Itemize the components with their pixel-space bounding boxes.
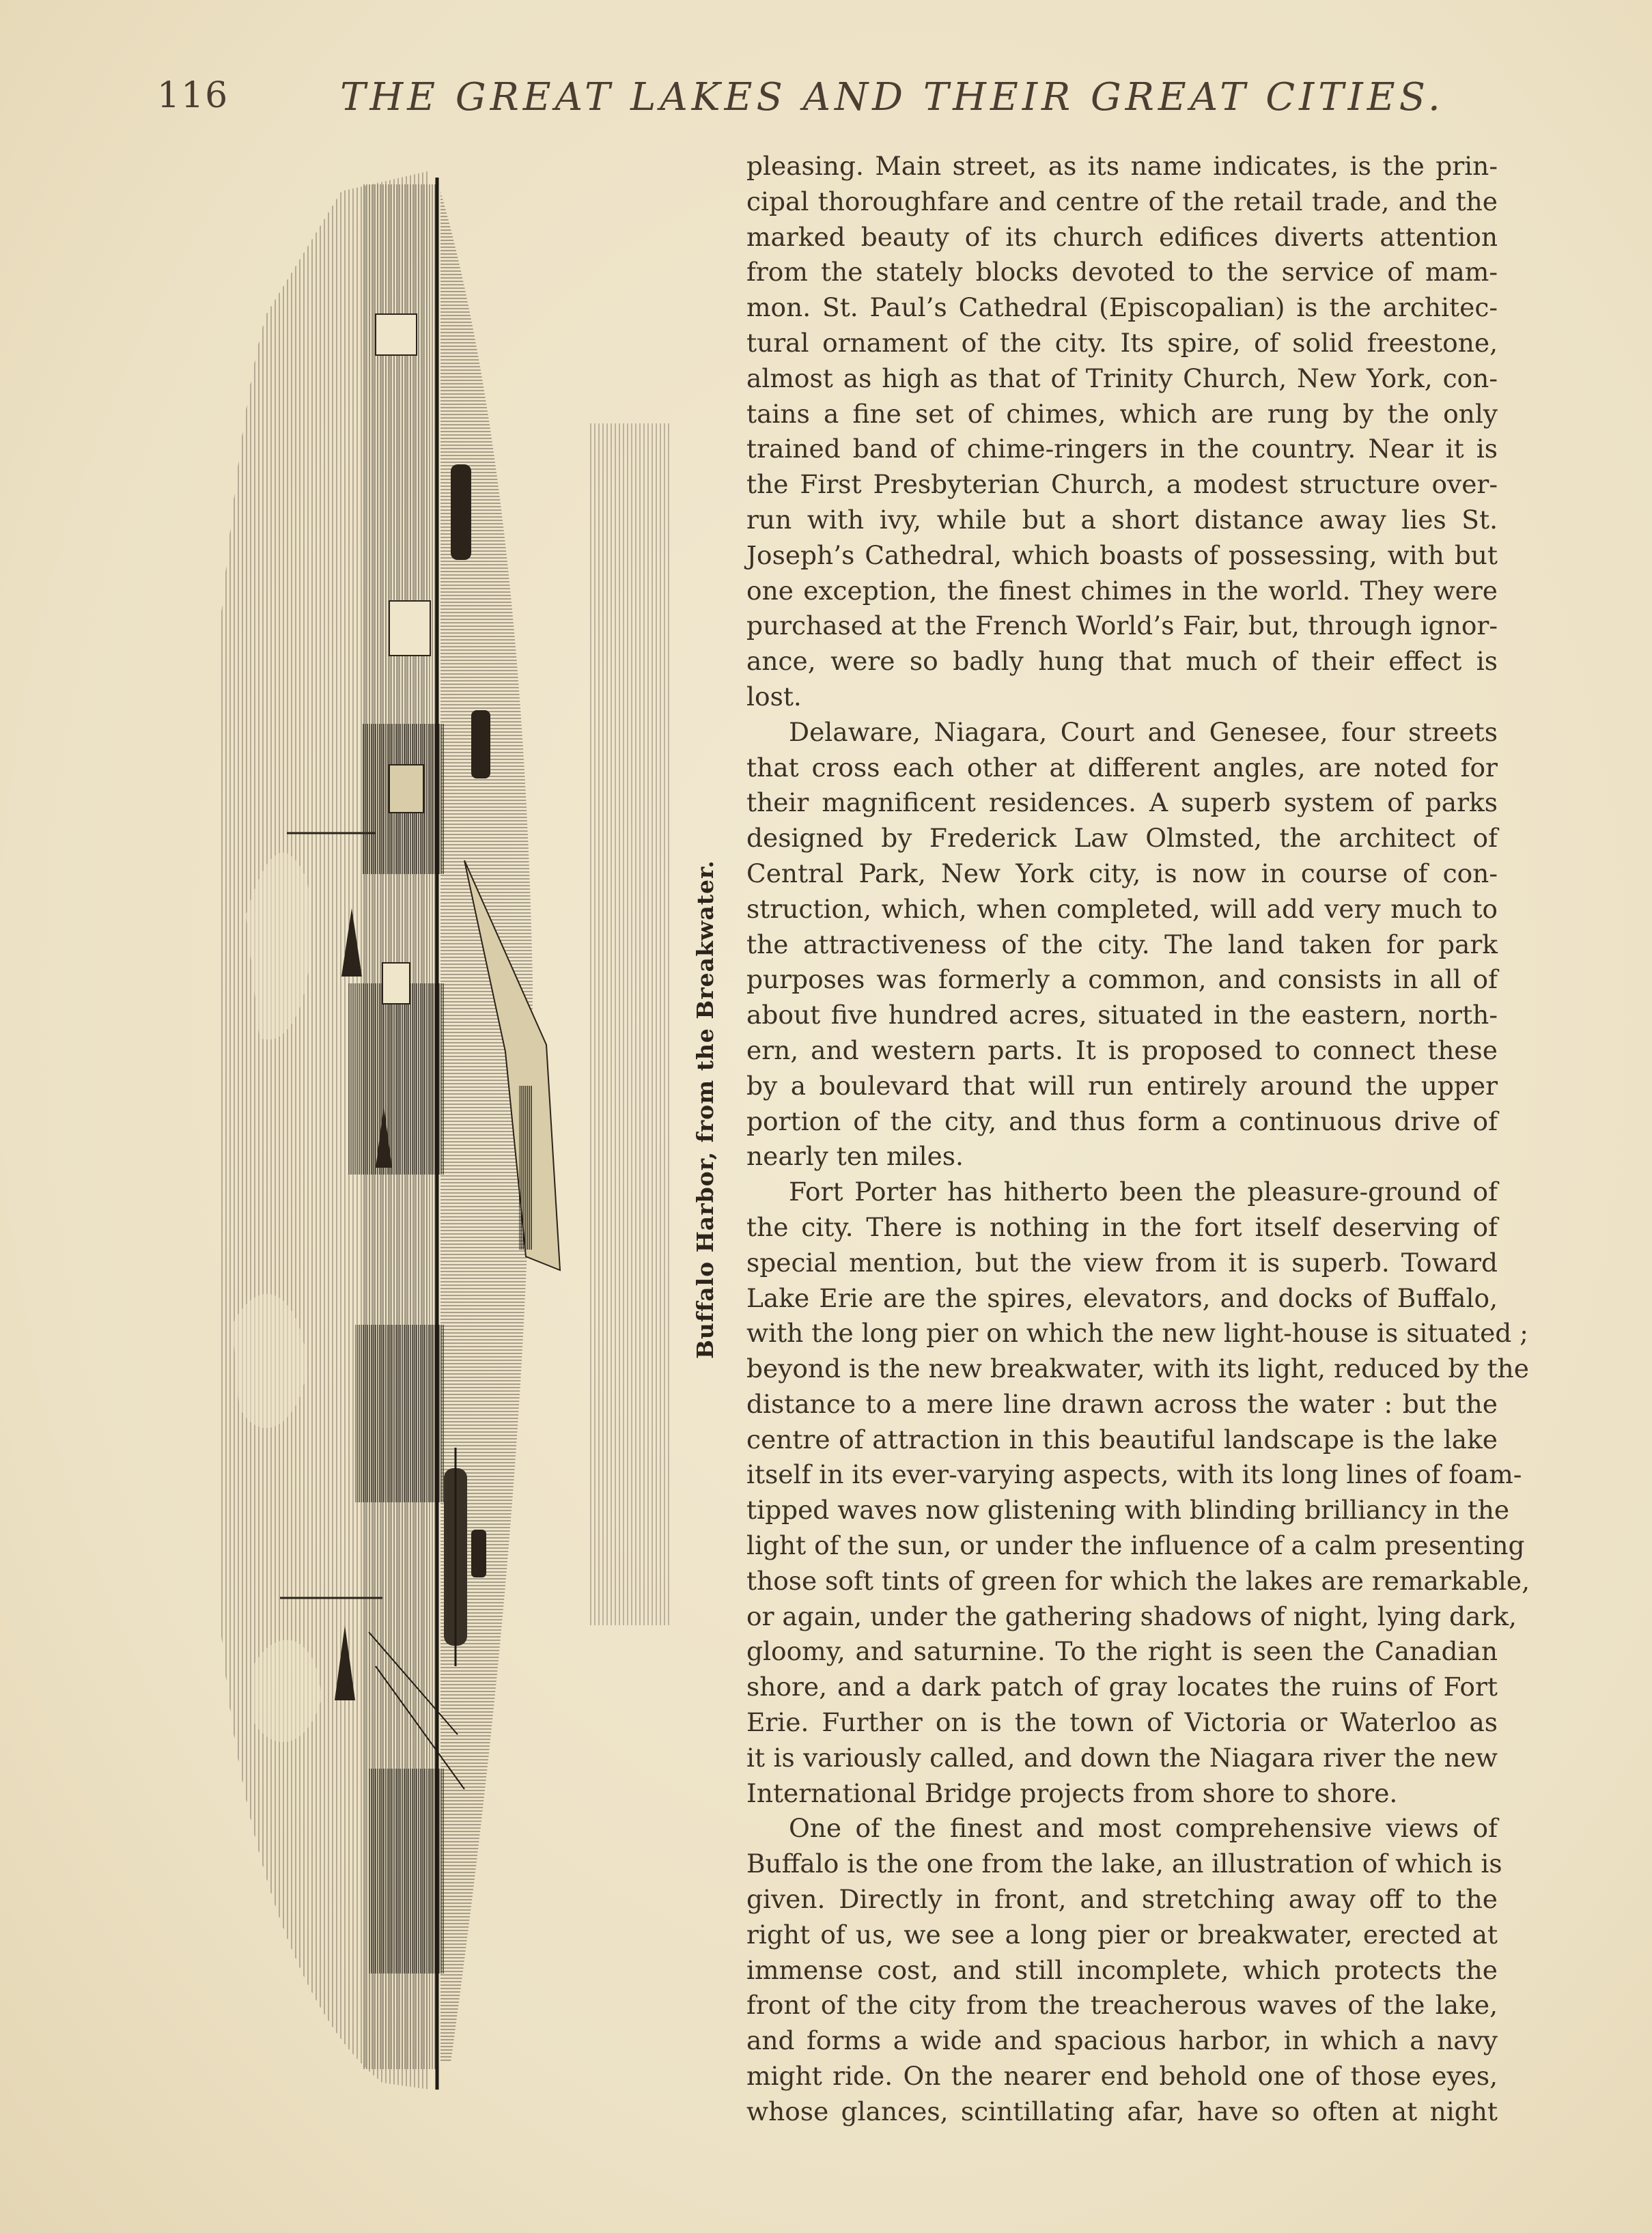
text-line: Joseph’s Cathedral, which boasts of possessing, with but: [746, 539, 1498, 570]
illustration-caption: Buffalo Harbor, from the Breakwater.: [692, 860, 718, 1359]
text-line: special mention, but the view from it is superb. Toward: [746, 1247, 1498, 1278]
text-line: those soft tints of green for which the lakes are remarkable,: [746, 1565, 1530, 1596]
text-line: shore, and a dark patch of gray locates the ruins of Fort: [746, 1672, 1498, 1702]
text-line: trained band of chime-ringers in the country. Near it is: [746, 434, 1498, 464]
text-line: Lake Erie are the spires, elevators, and docks of Buffalo,: [746, 1282, 1498, 1313]
text-line: lost.: [746, 681, 802, 712]
text-line: beyond is the new breakwater, with its light, reduced by the: [746, 1353, 1529, 1384]
text-line: Central Park, New York city, is now in course of con-: [746, 858, 1498, 888]
text-line: light of the sun, or under the influence of a calm presenting: [746, 1530, 1525, 1561]
text-line: nearly ten miles.: [746, 1141, 964, 1172]
text-line: one exception, the finest chimes in the world. They were: [746, 575, 1498, 606]
text-line: International Bridge projects from shore to shore.: [746, 1778, 1398, 1808]
text-line: Delaware, Niagara, Court and Genesee, four streets: [789, 716, 1498, 747]
text-line: mon. St. Paul’s Cathedral (Episcopalian) is the architec-: [746, 292, 1498, 323]
text-line: ance, were so badly hung that much of their effect is: [746, 646, 1498, 677]
text-line: front of the city from the treacherous waves of the lake,: [746, 1990, 1498, 2021]
text-line: portion of the city, and thus form a continuous drive of: [746, 1106, 1498, 1136]
text-line: the attractiveness of the city. The land taken for park: [746, 929, 1498, 959]
text-line: run with ivy, while but a short distance away lies St.: [746, 504, 1498, 535]
text-line: pleasing. Main street, as its name indicates, is the prin-: [746, 151, 1498, 181]
text-line: Erie. Further on is the town of Victoria or Waterloo as: [746, 1707, 1498, 1738]
text-line: almost as high as that of Trinity Church, New York, con-: [746, 363, 1498, 393]
harbor-engraving-svg: [205, 164, 683, 2096]
text-line: the city. There is nothing in the fort itself deserving of: [746, 1211, 1498, 1242]
text-line: might ride. On the nearer end behold one of those eyes,: [746, 2061, 1498, 2092]
text-line: from the stately blocks devoted to the service of mam-: [746, 257, 1498, 287]
text-line: centre of attraction in this beautiful landscape is the lake: [746, 1424, 1498, 1455]
text-line: marked beauty of its church edifices diverts attention: [746, 221, 1498, 252]
text-line: about five hundred acres, situated in the eastern, north-: [746, 1000, 1498, 1030]
page-number: 116: [157, 75, 229, 116]
text-line: tains a fine set of chimes, which are rung by the only: [746, 398, 1498, 429]
text-line: ern, and western parts. It is proposed to connect these: [746, 1035, 1498, 1065]
text-line: purposes was formerly a common, and consists in all of: [746, 964, 1498, 995]
page-header: [157, 75, 1523, 130]
harbor-engraving: [205, 164, 683, 2096]
text-line: designed by Frederick Law Olmsted, the architect of: [746, 823, 1498, 854]
text-line: purchased at the French World’s Fair, but, through ignor-: [746, 610, 1498, 641]
text-line: that cross each other at different angles, are noted for: [746, 752, 1498, 783]
text-line: gloomy, and saturnine. To the right is seen the Canadian: [746, 1636, 1498, 1667]
text-line: cipal thoroughfare and centre of the retail trade, and the: [746, 186, 1498, 216]
text-line: Fort Porter has hitherto been the pleasure-ground of: [789, 1177, 1498, 1207]
text-line: and forms a wide and spacious harbor, in which a navy: [746, 2025, 1498, 2056]
text-line: their magnificent residences. A superb system of parks: [746, 787, 1498, 818]
text-line: it is variously called, and down the Niagara river the new: [746, 1742, 1498, 1773]
text-line: the First Presbyterian Church, a modest structure over-: [746, 469, 1498, 500]
text-line: or again, under the gathering shadows of night, lying dark,: [746, 1601, 1517, 1631]
text-line: with the long pier on which the new light-house is situated ;: [746, 1318, 1528, 1349]
text-line: itself in its ever-varying aspects, with its long lines of foam-: [746, 1459, 1522, 1490]
text-line: given. Directly in front, and stretching away off to the: [746, 1884, 1498, 1915]
text-line: whose glances, scintillating afar, have so often at night: [746, 2096, 1498, 2126]
text-line: tural ornament of the city. Its spire, of solid freestone,: [746, 327, 1498, 358]
text-line: distance to a mere line drawn across the water : but the: [746, 1388, 1498, 1419]
text-line: right of us, we see a long pier or breakwater, erected at: [746, 1919, 1498, 1950]
text-line: struction, which, when completed, will add very much to: [746, 893, 1498, 924]
text-line: by a boulevard that will run entirely around the upper: [746, 1070, 1498, 1101]
text-line: Buffalo is the one from the lake, an illustration of which is: [746, 1849, 1502, 1879]
body-text: [746, 149, 1530, 2130]
text-line: tipped waves now glistening with blinding brilliancy in the: [746, 1495, 1510, 1526]
text-line: One of the finest and most comprehensive views of: [789, 1813, 1498, 1844]
running-title: THE GREAT LAKES AND THEIR GREAT CITIES.: [340, 75, 1444, 120]
text-line: immense cost, and still incomplete, which protects the: [746, 1954, 1498, 1985]
